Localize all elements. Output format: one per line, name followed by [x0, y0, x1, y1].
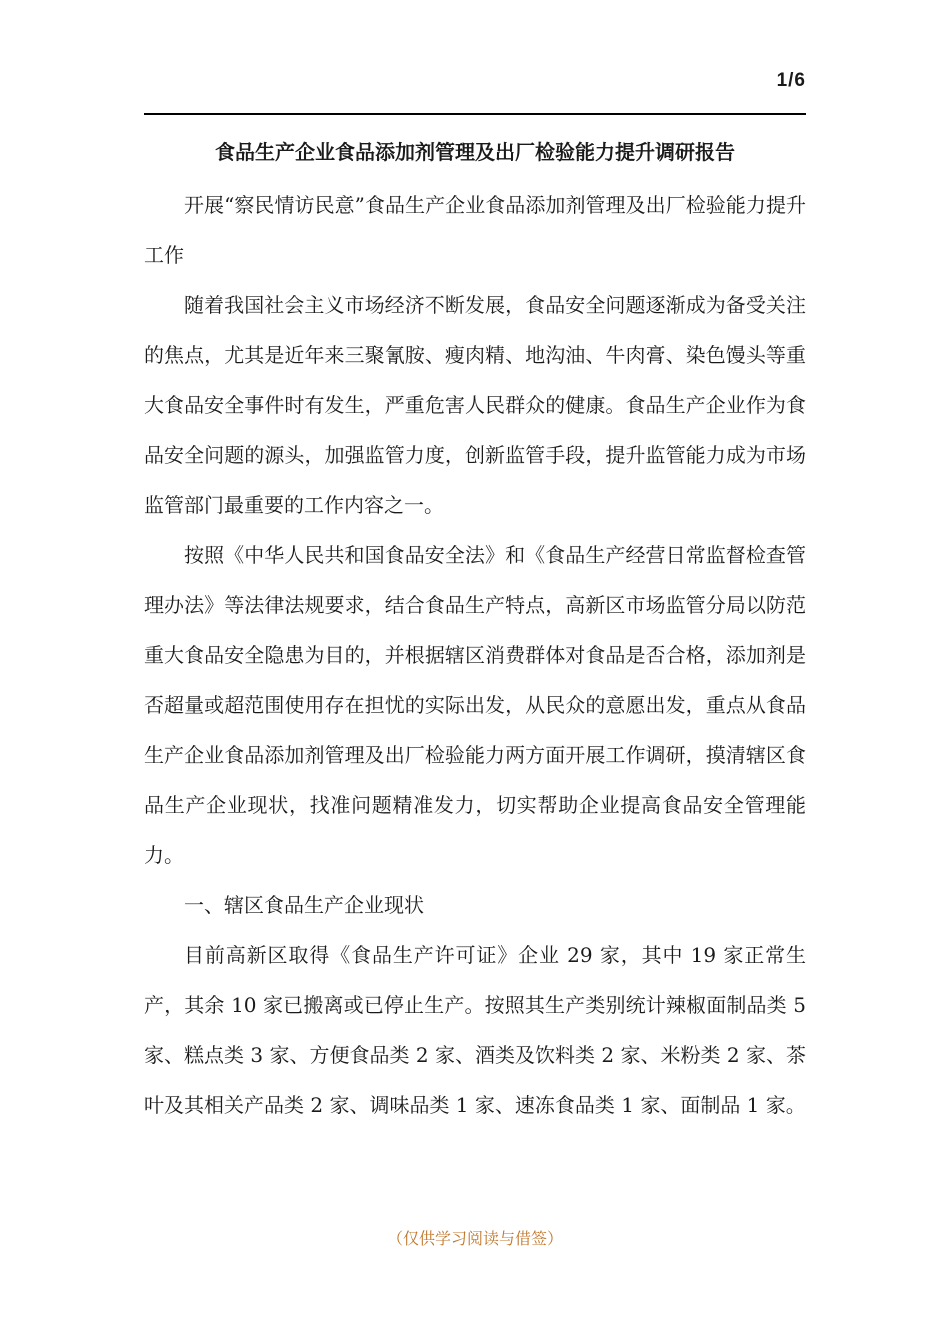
- section-heading-status: 一、辖区食品生产企业现状: [184, 893, 424, 917]
- paragraph-basis: 按照《中华人民共和国食品安全法》和《食品生产经营日常监督检查管理办法》等法律法规要求，结合食品生产特点，高新区市场监管分局以防范重大食品安全隐患为目的，并根据辖区消费群体对食品是否合格，添加剂是否超量或超范围使用存在担忧的实际出发，从民众的意愿出发，重点从食品生产企业食品添加剂管理及出厂检验能力两方面开展工作调研，摸清辖区食品生产企业现状，找准问题精准发力，切实帮助企业提高食品安全管理能力。: [144, 543, 806, 867]
- document-body: [144, 180, 806, 1130]
- footer-note: （仅供学习阅读与借签）: [386, 1229, 563, 1248]
- page-number: 1/6: [776, 70, 806, 91]
- paragraph-background: 随着我国社会主义市场经济不断发展，食品安全问题逐渐成为备受关注的焦点，尤其是近年来三聚氰胺、瘦肉精、地沟油、牛肉膏、染色馒头等重大食品安全事件时有发生，严重危害人民群众的健康。食品生产企业作为食品安全问题的源头，加强监管力度，创新监管手段，提升监管能力成为市场监管部门最重要的工作内容之一。: [144, 293, 806, 517]
- document-title: 食品生产企业食品添加剂管理及出厂检验能力提升调研报告: [215, 140, 735, 164]
- paragraph-intro: 开展“察民情访民意”食品生产企业食品添加剂管理及出厂检验能力提升工作: [144, 193, 806, 267]
- header-rule: [144, 113, 806, 115]
- paragraph-status: 目前高新区取得《食品生产许可证》企业 29 家，其中 19 家正常生产，其余 10 家已搬离或已停止生产。按照其生产类别统计辣椒面制品类 5 家、糕点类 3 家、方便食品类 2 家、酒类及饮料类 2 家、米粉类 2 家、茶叶及其相关产品类 2 家、调味品类 1 家、速冻食品类 1 家、面制品 1 家。: [144, 943, 806, 1117]
